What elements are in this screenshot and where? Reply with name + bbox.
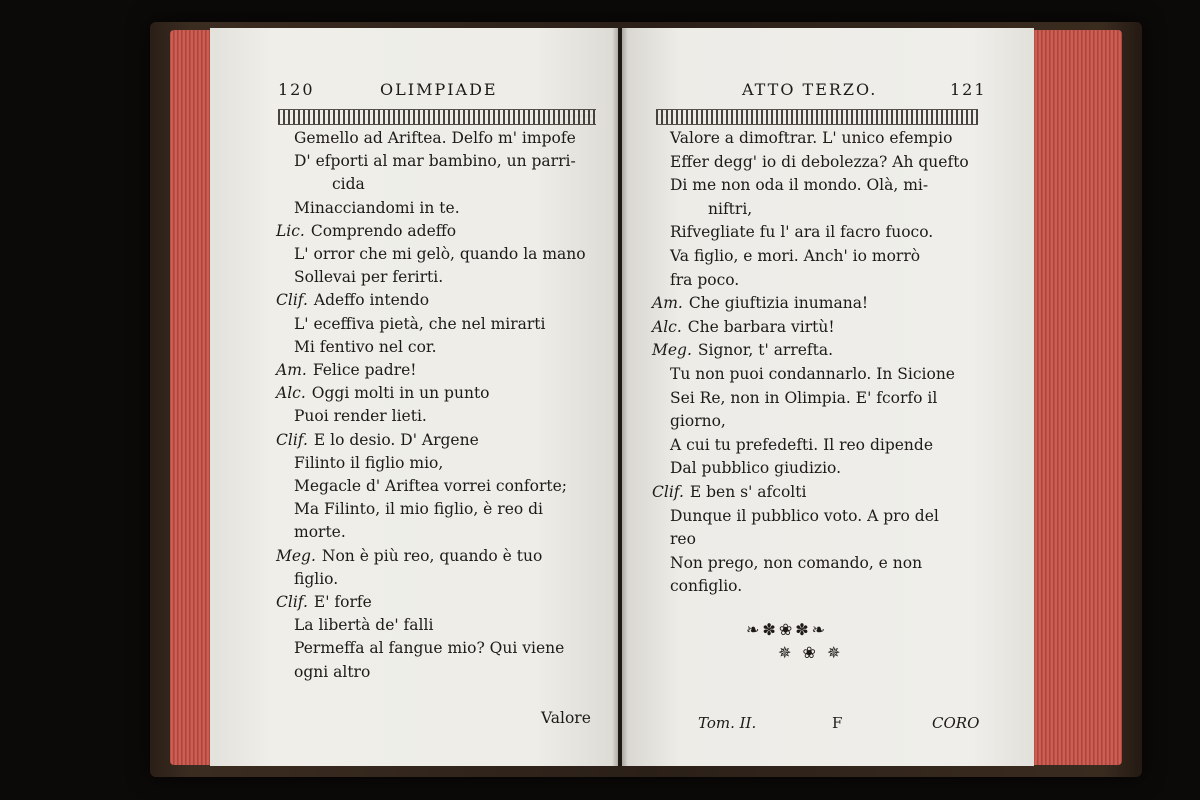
verse-line: [294, 247, 586, 263]
verse-text: Non è più reo, quando è tuo: [321, 546, 543, 565]
speaker-name: Alc.: [276, 384, 306, 403]
verse-text: Signor, t' arrefta.: [697, 341, 834, 360]
verse-line: [294, 409, 427, 425]
verse-text: Puoi render lieti.: [294, 407, 427, 426]
verse-text: Oggi molti in un punto: [311, 384, 490, 403]
verse-text: fra poco.: [670, 270, 740, 289]
footer-signature: F: [832, 714, 843, 732]
right-page: [622, 28, 1034, 766]
verse-text: cida: [332, 175, 365, 194]
verse-text: morte.: [294, 523, 346, 542]
verse-text: Dal pubblico giudizio.: [670, 459, 842, 478]
verse-line: [670, 270, 740, 289]
verse-line: [294, 569, 339, 588]
verse-line: [670, 388, 938, 407]
verse-line: [670, 414, 726, 430]
speaker-name: Clif.: [276, 291, 308, 310]
footer-volume: Tom. II.: [698, 714, 757, 732]
verse-line: [294, 641, 564, 657]
verse-text: Va figlio, e mori. Anch' io morrò: [670, 247, 921, 265]
verse-line: [294, 479, 567, 495]
verse-text: Tu non puoi condannarlo. In Sicione: [670, 365, 955, 383]
verse-text: Gemello ad Ariftea. Delfo m' impofe: [294, 129, 576, 147]
verse-line: [652, 317, 835, 336]
verse-line: [276, 546, 543, 565]
verse-line: [670, 178, 928, 194]
verse-line: [708, 199, 753, 218]
end-ornament-bottom: ✵ ❀ ✵: [778, 643, 844, 662]
verse-line: [670, 367, 955, 383]
right-header-ornament: [656, 109, 978, 125]
verse-text: Non prego, non comando, e non: [670, 553, 923, 572]
verse-text: La libertà de' falli: [294, 616, 434, 635]
verse-line: [276, 386, 490, 402]
verse-line: [294, 662, 371, 681]
verse-line: [670, 152, 969, 171]
verse-line: [294, 453, 444, 472]
verse-text: L' orror che mi gelò, quando la mano: [294, 245, 586, 263]
left-running-title: OLIMPIADE: [380, 80, 498, 99]
speaker-name: Am.: [276, 361, 307, 379]
verse-line: [670, 579, 742, 595]
verse-line: [276, 595, 372, 611]
speaker-name: Alc.: [652, 317, 682, 336]
verse-text: E' forfe: [313, 593, 372, 611]
verse-line: [670, 249, 920, 265]
verse-text: reo: [670, 530, 696, 549]
left-catchword: Valore: [541, 709, 591, 727]
right-page-number: 121: [950, 80, 987, 99]
verse-line: [652, 343, 833, 359]
verse-text: A cui tu prefedefti. Il reo dipende: [670, 435, 933, 454]
speaker-name: Am.: [652, 294, 683, 313]
verse-text: Mi fentivo nel cor.: [294, 337, 437, 356]
left-header-ornament: [278, 109, 596, 125]
verse-text: Sei Re, non in Olimpia. E' fcorfo il: [670, 388, 938, 407]
verse-line: [294, 618, 433, 634]
verse-text: Rifvegliate fu l' ara il facro fuoco.: [670, 223, 934, 242]
verse-line: [670, 532, 696, 548]
verse-text: E lo desio. D' Argene: [313, 430, 479, 449]
verse-text: Valore a dimoftrar. L' unico efempio: [670, 129, 953, 147]
verse-text: figlio.: [294, 569, 339, 588]
verse-text: Felice padre!: [312, 361, 417, 379]
speaker-name: Clif.: [276, 593, 308, 611]
verse-text: Ma Filinto, il mio figlio, è reo di: [294, 500, 543, 519]
verse-text: Effer degg' io di debolezza? Ah quefto: [670, 152, 969, 171]
verse-line: [652, 296, 868, 312]
right-catchword: CORO: [932, 714, 980, 732]
verse-text: Filinto il figlio mio,: [294, 453, 444, 472]
verse-text: Comprendo adeffo: [310, 221, 457, 240]
verse-line: [276, 221, 457, 240]
verse-text: Che barbara virtù!: [687, 317, 835, 336]
speaker-name: Lic.: [276, 221, 305, 240]
verse-line: [294, 525, 346, 541]
speaker-name: Meg.: [276, 546, 316, 565]
speaker-name: Meg.: [652, 341, 692, 360]
verse-text: configlio.: [670, 577, 743, 596]
verse-line: [294, 270, 443, 286]
verse-text: giorno,: [670, 412, 726, 431]
verse-line: [670, 225, 933, 241]
verse-line: [294, 502, 543, 518]
verse-line: [294, 131, 576, 147]
book-gutter: [612, 28, 628, 766]
verse-line: [294, 198, 460, 217]
speaker-name: Clif.: [276, 430, 308, 449]
end-ornament-top: ❧✽❀✽❧: [746, 620, 829, 639]
verse-line: [294, 337, 437, 356]
verse-line: [294, 154, 576, 170]
verse-line: [670, 506, 939, 525]
verse-line: [294, 314, 546, 333]
verse-line: [670, 435, 933, 454]
verse-text: E ben s' afcolti: [689, 483, 807, 501]
verse-line: [276, 293, 429, 309]
verse-line: [670, 553, 923, 572]
right-page-edges: [1030, 30, 1122, 765]
verse-text: Minacciandomi in te.: [294, 198, 460, 217]
verse-text: Di me non oda il mondo. Olà, mi-: [670, 176, 929, 195]
verse-text: Megacle d' Ariftea vorrei conforte;: [294, 477, 567, 495]
verse-text: Permeffa al fangue mio? Qui viene: [294, 639, 565, 658]
verse-text: Sollevai per ferirti.: [294, 268, 444, 287]
verse-text: L' eceffiva pietà, che nel mirarti: [294, 314, 546, 333]
verse-text: Adeffo intendo: [313, 291, 430, 310]
verse-text: niftri,: [708, 199, 753, 218]
verse-line: [332, 177, 365, 193]
verse-line: [670, 461, 841, 477]
verse-line: [670, 131, 952, 147]
speaker-name: Clif.: [652, 483, 684, 501]
verse-line: [652, 485, 806, 501]
verse-line: [276, 430, 479, 449]
left-page-number: 120: [278, 80, 315, 99]
right-running-title: ATTO TERZO.: [742, 80, 878, 99]
verse-line: [276, 363, 417, 379]
verse-text: D' efporti al mar bambino, un parri-: [294, 152, 576, 171]
verse-text: ogni altro: [294, 662, 371, 681]
verse-text: Dunque il pubblico voto. A pro del: [670, 506, 939, 525]
verse-text: Che giuftizia inumana!: [688, 294, 869, 313]
left-page: [210, 28, 618, 766]
